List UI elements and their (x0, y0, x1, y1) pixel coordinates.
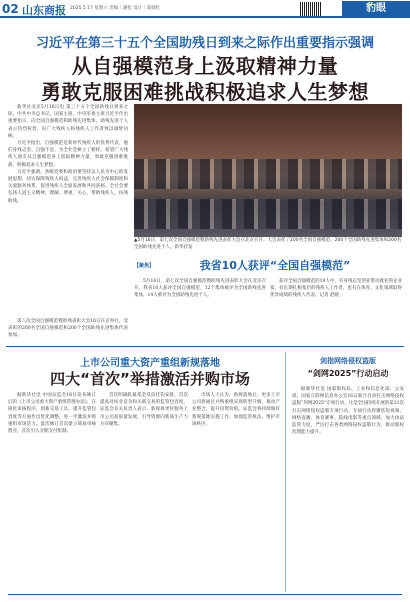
page-number: 02 (2, 2, 19, 16)
sub-paragraph: 获评全国自强模范的10人中，有身残志坚创业带动就业的企业家，有长期扎根基层的残疾人工作者，也有在体育、文化领域取得优异成绩的残疾人代表。记者 赵晓 (270, 279, 402, 299)
bottom-subtitle: 上市公司重大资产重组新规落地 (80, 358, 220, 369)
section-tag: 豹眼 (342, 1, 410, 17)
sub-headline: 我省10人获评“全国自强模范” (199, 259, 351, 272)
lead-body-cont (8, 318, 128, 342)
newspaper-name: 山东商报 (22, 4, 66, 17)
sub-article-col-a (134, 278, 266, 342)
right-subtitle: 剑指网络侵权盗版 (320, 357, 376, 365)
barcode-icon (300, 2, 322, 16)
bottom-col-a (8, 392, 96, 592)
lead-headline-1: 从自强模范身上汲取精神力量 (71, 54, 339, 78)
lead-subtitle: 习近平在第三十五个全国助残日到来之际作出重要指示强调 (35, 36, 374, 51)
bottom-col-b (100, 392, 188, 592)
right-headline: “剑网2025”行动启动 (307, 369, 389, 378)
bottom-col-c (192, 392, 280, 592)
lead-headline-2: 勇敢克服困难挑战积极追求人生梦想 (41, 80, 369, 104)
bottom-headline: 四大“首次”举措激活并购市场 (50, 370, 250, 388)
news-photo (134, 104, 402, 237)
section-divider (6, 346, 404, 347)
right-paragraph: 据新华社电 国家版权局、工业和信息化部、公安部、国家互联网信息办公室16日联合启动打击网络侵权盗版“剑网2025”专项行动。这是全国持续开展的第21次打击网络侵权盗版专项行动。专项行动将聚焦短视频、网络直播、体育赛事、院线电影等重点领域，加大执法监管力度，严厉打击各类网络侵权盗版行为，推动版权治理能力提升。 (292, 387, 404, 436)
bottom-paragraph: 首次明确私募基金反向挂钩安排，首次提高对同业竞争和关联交易的监管包容度。证监会有关负责人表示，新规将更好服务上市公司高质量发展，引导资源向新质生产力方向聚集。 (100, 393, 188, 427)
lead-paragraph: 习近平强调，各级党委和政府要坚持以人民为中心的发展思想，切实保障残疾人权益，完善残疾人社会保障制度和关爱服务体系，促进残疾人全面发展和共同富裕。全社会要弘扬人道主义精神，理解、尊重、关心、帮助残疾人，扶残助残。 (8, 169, 128, 204)
lead-body (8, 104, 128, 318)
sub-paragraph: 5月16日，第七次全国自强模范暨助残先进表彰大会在北京召开。我省10人获评全国自强模范，12个集体被评为全国助残先进集体，14人被评为全国助残先进个人。 (134, 279, 266, 299)
photo-caption: ▲5月16日，第七次全国自强模范暨助残先进表彰大会在北京召开。大会表彰了200名全国自强模范、200个全国助残先进集体和200名全国助残先进个人。新华社发 (134, 238, 402, 250)
right-body (292, 386, 404, 592)
sub-article-col-b (270, 278, 402, 342)
column-rule (285, 352, 286, 592)
lead-paragraph: 新华社北京5月16日电 第三十五个全国助残日到来之际，中共中央总书记、国家主席、中央军委主席习近平作出重要指示，向全国自强模范和助残先进集体、助残先进个人表示热烈祝贺，向广大残疾人和残疾人工作者致以诚挚问候。 (8, 105, 128, 139)
lead-paragraph: 习近平指出，自强模范是新时代残疾人的优秀代表，他们身残志坚、自强不息，为全社会树立了榜样。希望广大残疾人朋友从自强模范身上汲取精神力量，勇敢克服困难挑战，积极追求人生梦想。 (8, 141, 128, 168)
page-footer-rule (8, 594, 402, 595)
bottom-paragraph: 据新华社电 中国证监会16日发布修订后的《上市公司重大资产重组管理办法》，在简化审核程序、创新交易工具、提升监管包容度等方面作出优化调整，进一步激发并购重组市场活力。此次修订首次建立简易审核程序，首次引入分期支付机制。 (8, 393, 96, 435)
photo-people-row (134, 159, 402, 189)
issue-meta: 2025.5.17 星期六 责编｜潘松 设计｜邵婧红 (70, 6, 161, 11)
bottom-paragraph: 市场人士认为，新规落地后，更多上市公司将通过并购重组实现转型升级，推动产业整合，提升投资价值。证监会将持续做好新规落地实施工作，加强监管执法，维护市场秩序。 (192, 393, 280, 427)
lead-paragraph: 第八次全国自强模范暨助残表彰大会16日在京举行，受表彰的200名全国自强模范和200个全国助残先进集体代表参加。 (8, 319, 128, 339)
focus-tag: 【聚焦】 (134, 263, 155, 269)
photo-people-row (134, 199, 402, 229)
